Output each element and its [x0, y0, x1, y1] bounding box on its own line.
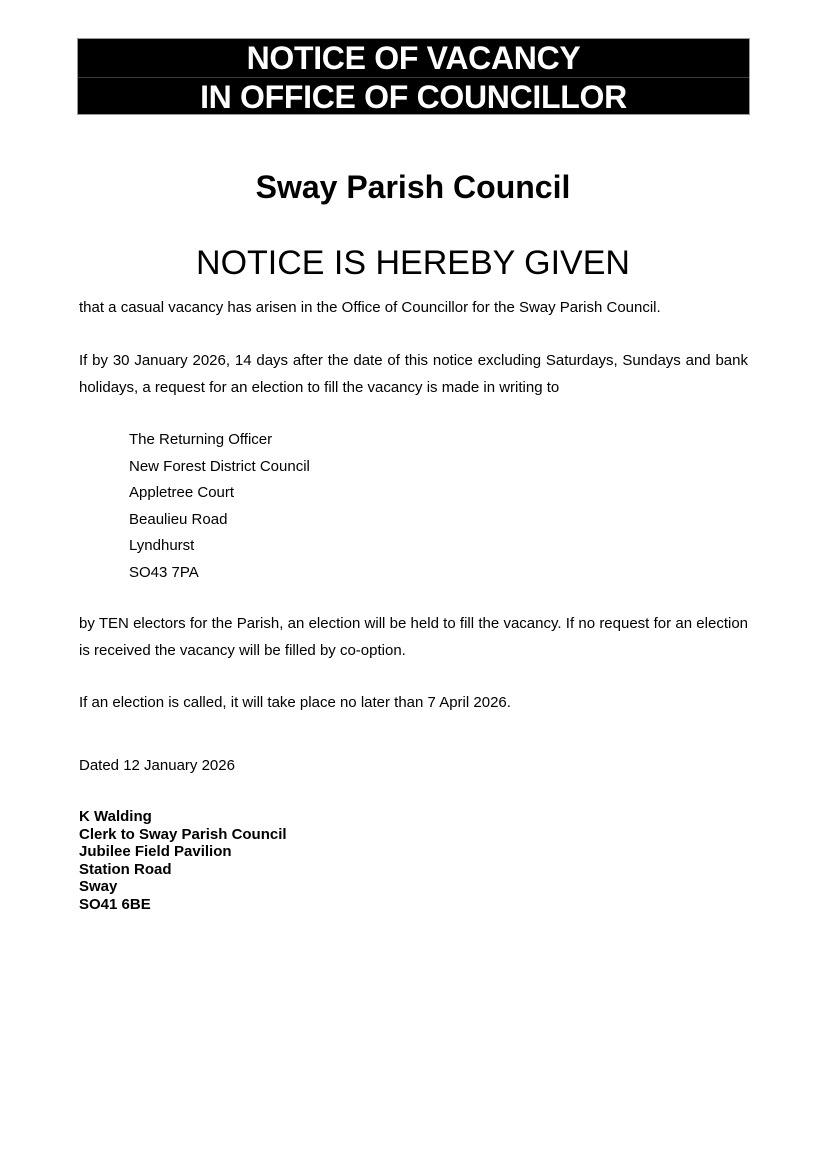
address-line: SO43 7PA: [129, 563, 199, 581]
address-line: The Returning Officer: [129, 431, 273, 448]
council-title: Sway Parish Council: [255, 169, 571, 205]
banner-title-line-2: IN OFFICE OF COUNCILLOR: [200, 79, 627, 115]
signature-postcode: SO41 6BE: [79, 895, 151, 913]
returning-officer-address: [129, 427, 310, 586]
election-date-paragraph: If an election is called, it will take place no later than 7 April 2026.: [79, 694, 511, 711]
dated-line: Dated 12 January 2026: [79, 757, 235, 774]
banner-title-line-1: NOTICE OF VACANCY: [246, 40, 581, 76]
notice-heading: NOTICE IS HEREBY GIVEN: [196, 244, 630, 282]
signature-address-line: Sway: [79, 878, 118, 896]
electors-paragraph: by TEN electors for the Parish, an election will be held to fill the vacancy. If no request for an election is received the vacancy will be filled by co-option.: [79, 615, 748, 659]
intro-paragraph: that a casual vacancy has arisen in the Office of Councillor for the Sway Parish Council.: [79, 299, 661, 316]
signature-name: K Walding: [79, 808, 152, 825]
signature-address-line: Jubilee Field Pavilion: [79, 843, 232, 861]
address-line: Appletree Court: [129, 484, 235, 501]
signature-address-line: Station Road: [79, 860, 172, 878]
request-paragraph: If by 30 January 2026, 14 days after the date of this notice excluding Saturdays, Sundays and bank holidays, a request for an election to fill the vacancy is made in writing to: [79, 352, 748, 396]
signature-role: Clerk to Sway Parish Council: [79, 825, 287, 843]
address-line: Lyndhurst: [129, 537, 195, 554]
notice-banner: [77, 38, 750, 115]
address-line: New Forest District Council: [129, 457, 310, 475]
address-line: Beaulieu Road: [129, 510, 228, 528]
signature-block: [79, 808, 287, 914]
